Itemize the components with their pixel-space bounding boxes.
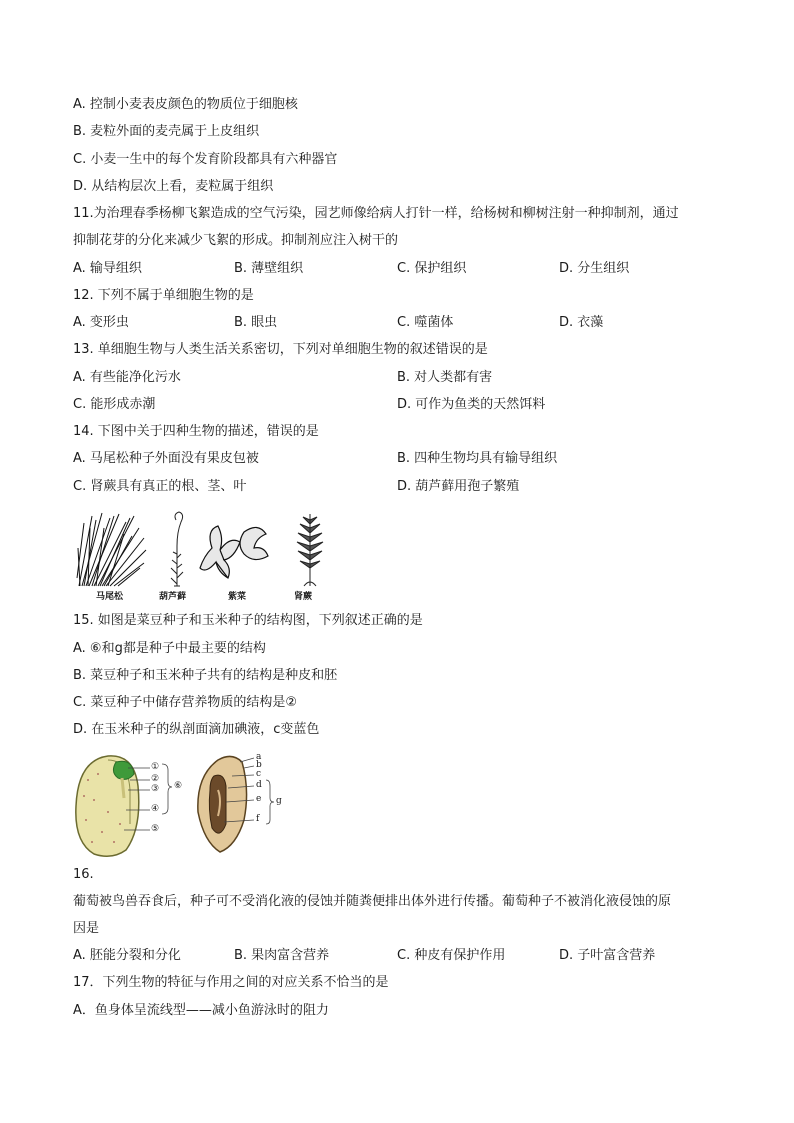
plants-illustration [74, 508, 344, 588]
plants-figure [74, 508, 344, 604]
q10-option-a: A. 控制小麦表皮颜色的物质位于细胞核 [73, 97, 298, 112]
label-fern: 肾蕨 [294, 592, 313, 602]
q14-option-a: A. 马尾松种子外面没有果皮包被 [73, 451, 259, 466]
q13-option-a: A. 有些能净化污水 [73, 370, 181, 385]
q16-option-a: A. 胚能分裂和分化 [73, 948, 181, 963]
moss-image [171, 512, 183, 586]
corn-label-a: a [256, 752, 262, 762]
corn-label-d: d [256, 780, 262, 790]
q15-stem: 15. 如图是菜豆种子和玉米种子的结构图，下列叙述正确的是 [73, 613, 423, 628]
q11-stem-line2: 抑制花芽的分化来减少飞絮的形成。抑制剂应注入树干的 [73, 233, 399, 248]
q10-option-b: B. 麦粒外面的麦壳属于上皮组织 [73, 124, 260, 139]
seeds-figure [72, 750, 292, 860]
q12-option-b: B. 眼虫 [234, 315, 278, 330]
q12-option-c: C. 噬菌体 [397, 315, 454, 330]
q12-option-d: D. 衣藻 [559, 315, 604, 330]
q14-stem: 14. 下图中关于四种生物的描述，错误的是 [73, 424, 319, 439]
q10-option-d: D. 从结构层次上看，麦粒属于组织 [73, 179, 274, 194]
corn-label-c: c [256, 769, 262, 779]
bean-label-4: ④ [151, 804, 160, 814]
q15-option-a: A. ⑥和g都是种子中最主要的结构 [73, 641, 266, 656]
label-seaweed: 紫菜 [228, 592, 247, 602]
label-moss: 葫芦藓 [159, 592, 187, 602]
q13-stem: 13. 单细胞生物与人类生活关系密切，下列对单细胞生物的叙述错误的是 [73, 342, 488, 357]
q11-option-b: B. 薄壁组织 [234, 261, 304, 276]
bean-label-6: ⑥ [174, 781, 183, 791]
q16-option-b: B. 果肉富含营养 [234, 948, 330, 963]
q11-stem-line1: 11.为治理春季杨柳飞絮造成的空气污染，园艺师像给病人打针一样，给杨树和柳树注射一种抑制剂，通过 [73, 206, 679, 221]
q16-option-d: D. 子叶富含营养 [559, 948, 656, 963]
corn-label-f: f [256, 814, 260, 824]
q13-option-c: C. 能形成赤潮 [73, 397, 156, 412]
q11-option-d: D. 分生组织 [559, 261, 630, 276]
q14-option-b: B. 四种生物均具有输导组织 [397, 451, 558, 466]
label-pine: 马尾松 [96, 592, 124, 602]
q13-option-d: D. 可作为鱼类的天然饵料 [397, 397, 546, 412]
q15-option-d: D. 在玉米种子的纵剖面滴加碘液，c变蓝色 [73, 722, 320, 737]
q13-option-b: B. 对人类都有害 [397, 370, 493, 385]
q10-option-c: C. 小麦一生中的每个发育阶段都具有六种器官 [73, 152, 338, 167]
bean-label-3: ③ [151, 784, 160, 794]
q12-stem: 12. 下列不属于单细胞生物的是 [73, 288, 254, 303]
bean-label-2: ② [151, 774, 160, 784]
bean-label-5: ⑤ [151, 824, 160, 834]
q16-number: 16. [73, 867, 94, 882]
corn-seed-image [198, 756, 274, 852]
fern-image [297, 514, 323, 586]
q12-option-a: A. 变形虫 [73, 315, 129, 330]
q11-option-a: A. 输导组织 [73, 261, 142, 276]
corn-label-e: e [256, 794, 262, 804]
q16-stem-line2: 因是 [73, 921, 100, 936]
seaweed-image [200, 526, 268, 578]
q14-option-c: C. 肾蕨具有真正的根、茎、叶 [73, 479, 247, 494]
q11-option-c: C. 保护组织 [397, 261, 467, 276]
corn-label-b: b [256, 760, 262, 770]
pine-needles-image [77, 513, 146, 586]
q17-option-a: A．鱼身体呈流线型——减小鱼游泳时的阻力 [73, 1003, 329, 1018]
corn-label-g: g [276, 796, 282, 806]
q15-option-c: C. 菜豆种子中储存营养物质的结构是② [73, 695, 297, 710]
q16-option-c: C. 种皮有保护作用 [397, 948, 506, 963]
q15-option-b: B. 菜豆种子和玉米种子共有的结构是种皮和胚 [73, 668, 338, 683]
bean-label-1: ① [151, 762, 160, 772]
q17-stem: 17．下列生物的特征与作用之间的对应关系不恰当的是 [73, 975, 389, 990]
q14-option-d: D. 葫芦藓用孢子繁殖 [397, 479, 520, 494]
q16-stem-line1: 葡萄被鸟兽吞食后，种子可不受消化液的侵蚀并随粪便排出体外进行传播。葡萄种子不被消化液侵蚀的原 [73, 894, 672, 909]
